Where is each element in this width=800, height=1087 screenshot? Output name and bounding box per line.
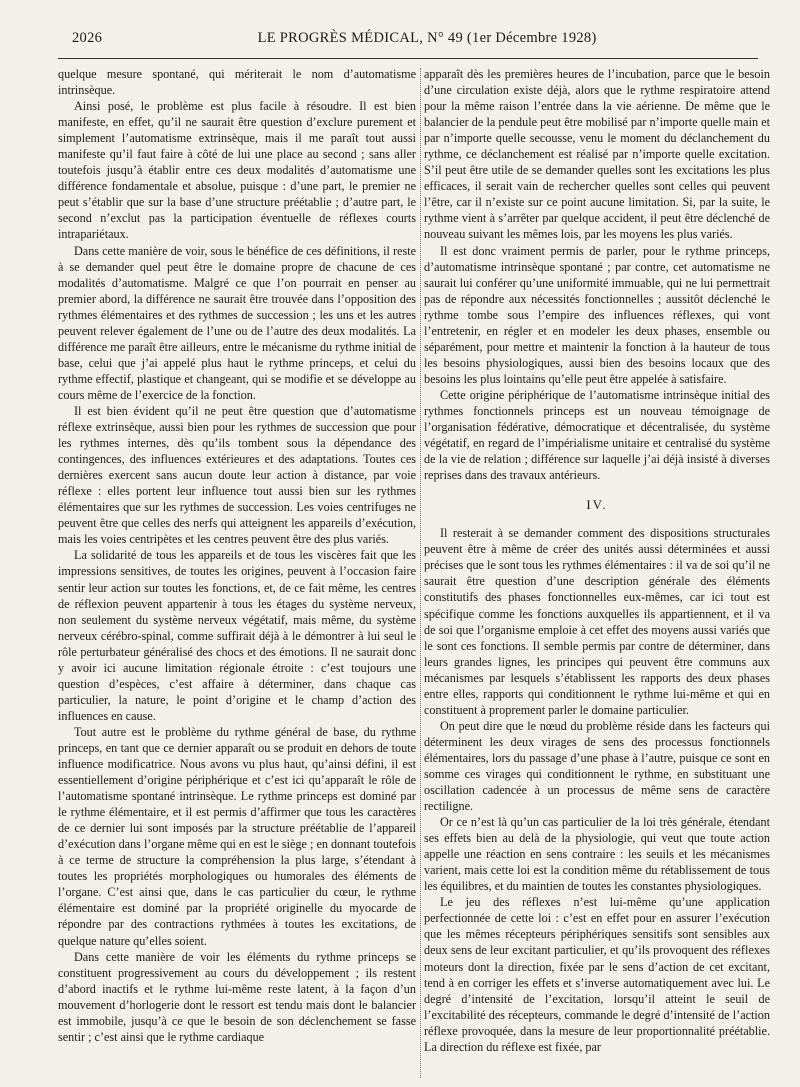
journal-title: LE PROGRÈS MÉDICAL, N° 49 (1er Décembre 1928) (257, 30, 597, 46)
paragraph: Ainsi posé, le problème est plus facile à résoudre. Il est bien manifeste, en effet, qu’il ne saurait être question d’exclure purement et simplement l’automatisme extrinsèque, mais il me paraît tout aussi manifeste qu’il faut faire à côté de lui une place au second ; sans aller toutefois jusqu’à établir entre ces deux modalités d’automatisme une différence fondamentale et absolue, puisque : d’une part, le premier ne peut s’établir que sur la base d’une structure préétablie ; d’autre part, le second n’exclut pas la participation éventuelle de réflexes courts intrapariétaux. (58, 99, 416, 242)
paragraph: On peut dire que le nœud du problème réside dans les facteurs qui déterminent les deux virages de sens des processus fonctionnels élémentaires, lors du passage d’une phase à l’autre, puisque ce sont en somme ces virages qui conditionnent le rythme, en substituant une oscillation cadencée à un processus de même sens de caractère rectiligne. (424, 718, 770, 814)
paragraph: quelque mesure spontané, qui mériterait le nom d’automatisme intrinsèque. (58, 67, 416, 98)
paragraph: Cette origine périphérique de l’automatisme intrinsèque initial des rythmes fonctionnels princeps est un nouveau témoignage de l’organisation fédérative, démocratique et décentralisée, du système végétatif, en regard de l’impérialisme unitaire et centralisé du système de la vie de relation ; différence sur laquelle j’ai déjà insisté à diverses reprises dans des travaux antérieurs. (424, 387, 770, 483)
left-column (58, 66, 416, 1045)
paragraph: La solidarité de tous les appareils et de tous les viscères fait que les impressions sensitives, de toutes les origines, peuvent à l’occasion faire sentir leur action sur toutes les fonctions, et, de ce fait même, les centres de réflexion peuvent appartenir à tous les étages du système nerveux, non seulement du système nerveux végétatif, mais même, du système nerveux cérébro-spinal, comme suffirait déjà à le démontrer à lui seul le rôle perturbateur généralisé des chocs et des émotions. Il ne saurait donc y avoir ici aucune limitation régionale étroite : c’est toujours une question d’espèces, c’est affaire à déterminer, dans chaque cas particulier, la nature, le point d’origine et le champ d’action des influences en cause. (58, 548, 416, 723)
header-rule (58, 58, 758, 59)
paragraph: apparaît dès les premières heures de l’incubation, parce que le besoin d’une circulation existe déjà, alors que le rythme respiratoire attend pour la même raison l’entrée dans la vie aérienne. De même que le balancier de la pendule peut être mobilisé par n’importe quelle main et par n’importe quelle secousse, venu le moment du déclanchement du rythme, ce déclanchement est réalisé par n’importe quelle excitation. S’il peut être utile de se demander quelles sont les excitations les plus efficaces, il serait vain de rechercher quelles sont celles qui peuvent l’être, car il n’existe sur ce point aucune limitation. Si, par la suite, le rythme vient à s’arrêter par quelque accident, il peut être déclenché de nouveau suivant les mêmes lois, par les moyens les plus variés. (424, 67, 770, 242)
paragraph: Dans cette manière de voir les éléments du rythme princeps se constituent progressivement au cours du développement ; ils restent d’abord inactifs et le rythme lui-même reste latent, à la façon d’un mouvement d’horlogerie dont le ressort est tendu mais dont le balancier est immobile, jusqu’à ce que le besoin de son déclenchement se fasse sentir ; c’est ainsi que le rythme cardiaque (58, 949, 416, 1044)
paragraph: Or ce n’est là qu’un cas particulier de la loi très générale, étendant ses effets bien au delà de la physiologie, qui veut que toute action appelle une réaction en sens contraire : les seuils et les mécanismes varient, mais cette loi est la condition même du rétablissement de tous les équilibres, et du maintien de toutes les constantes physiologiques. (424, 815, 770, 894)
paragraph: Il est bien évident qu’il ne peut être question que d’automatisme réflexe extrinsèque, aussi bien pour les rythmes de succession que pour les rythmes internes, dès qu’ils tombent sous la dépendance des contingences, des influences extérieures et des adaptations. Toutes ces dernières exercent sans aucun doute leur action à distance, par voie réflexe : elles portent leur influence tout aussi bien sur les rythmes élémentaires que sur les rythmes de succession. Les voies centrifuges ne peuvent être que celles des nerfs qui atteignent les appareils d’exécution, mais les voies centripètes et les centres peuvent être des plus variés. (58, 403, 416, 547)
column-divider (420, 68, 421, 1078)
section-heading: IV. (586, 497, 608, 513)
paragraph: Dans cette manière de voir, sous le bénéfice de ces définitions, il reste à se demander quel peut être le domaine propre de chacune de ces modalités d’automatisme. Malgré ce que l’on pourrait en penser au premier abord, la différence ne saurait être trouvée dans l’opposition des rythmes élémentaires et des rythmes de succession ; les uns et les autres peuvent relever également de l’une ou de l’autre des deux modalités. La différence me paraît être ailleurs, entre le mécanisme du rythme initial de base, celui que j’ai appelé plus haut le rythme princeps, et celui du rythme effectif, plastique et changeant, qui se modifie et se développe au cours même de l’exercice de la fonction. (58, 243, 416, 402)
paragraph: Il est donc vraiment permis de parler, pour le rythme princeps, d’automatisme intrinsèque spontané ; par contre, cet automatisme ne saurait lui conférer qu’une uniformité immuable, qui ne lui permettrait pas de répondre aux nécessités fonctionnelles ; aussitôt déclenché le rythme tombe sous l’empire des influences réflexes, qui vont l’entretenir, en régler et en modeler les deux phases, ensemble ou séparément, pour mettre et maintenir la fonction à la hauteur de tous les besoins physiologiques, aussi bien des besoins locaux que des besoins les plus lointains qu’elle peut être appelée à satisfaire. (424, 243, 770, 386)
paragraph: Il resterait à se demander comment des dispositions structurales peuvent être à même de créer des unités aussi déterminées et aussi précises que le sont tous les rythmes élémentaires : il va de soi qu’il ne saurait être question d’une description générale des éléments constitutifs des phases fonctionnelles eux-mêmes, car ici tout est spécifique comme les fonctions auxquelles ils appartiennent, et il va de soi que l’organisme emploie à cet effet des moyens aussi variés que le sont ces fonctions. Il semble permis par contre de déterminer, dans leurs grandes lignes, les principes qui peuvent être communs aux mécanismes par lesquels s’établissent les rapports des deux phases entre elles, rapports qui conditionnent le rythme lui-même et qui en constituent à proprement parler le domaine particulier. (424, 526, 770, 717)
running-header (72, 30, 752, 54)
paragraph: Tout autre est le problème du rythme général de base, du rythme princeps, en tant que ce dernier apparaît ou se produit en dehors de toute influence modificatrice. Nous avons vu plus haut, qu’ainsi défini, il est essentiellement d’origine périphérique et c’est ici qu’apparaît le rôle de l’automatisme spontané intrinsèque. Le rythme princeps est dominé par le rythme élémentaire, et il est permis d’affirmer que tous les caractères de ce dernier lui sont imposés par la structure préétablie de l’appareil d’exécution dans l’organe même qui en est le siège ; en donnant toutefois à ce terme de structure la compréhension la plus large, s’étendant à toutes les propriétés morphologiques ou humorales des éléments de l’organe. C’est ainsi que, dans le cas particulier du cœur, le rythme élémentaire est dominé par la propriété originelle du myocarde de répondre par des contractions rythmées à toutes les excitations, de quelque nature qu’elles soient. (58, 724, 416, 948)
right-column (424, 66, 770, 1055)
paragraph: Le jeu des réflexes n’est lui-même qu’une application perfectionnée de cette loi : c’est en effet pour en assurer l’exécution que les mêmes récepteurs périphériques sensitifs sont sensibles aux deux sens de leur excitant particulier, et qu’ils provoquent des réflexes moteurs dont la direction, fixée par le sens d’action de cet excitant, tend à en corriger les effets et s’inverse automatiquement avec lui. Le degré d’intensité de l’excitation, lorsqu’il atteint le seuil de l’excitabilité des récepteurs, commande le degré d’intensité de l’action réflexe provoquée, dans la mesure de leur proportionnalité préétablie. La direction du réflexe est fixée, par (424, 895, 770, 1054)
page-number: 2026 (72, 30, 103, 46)
